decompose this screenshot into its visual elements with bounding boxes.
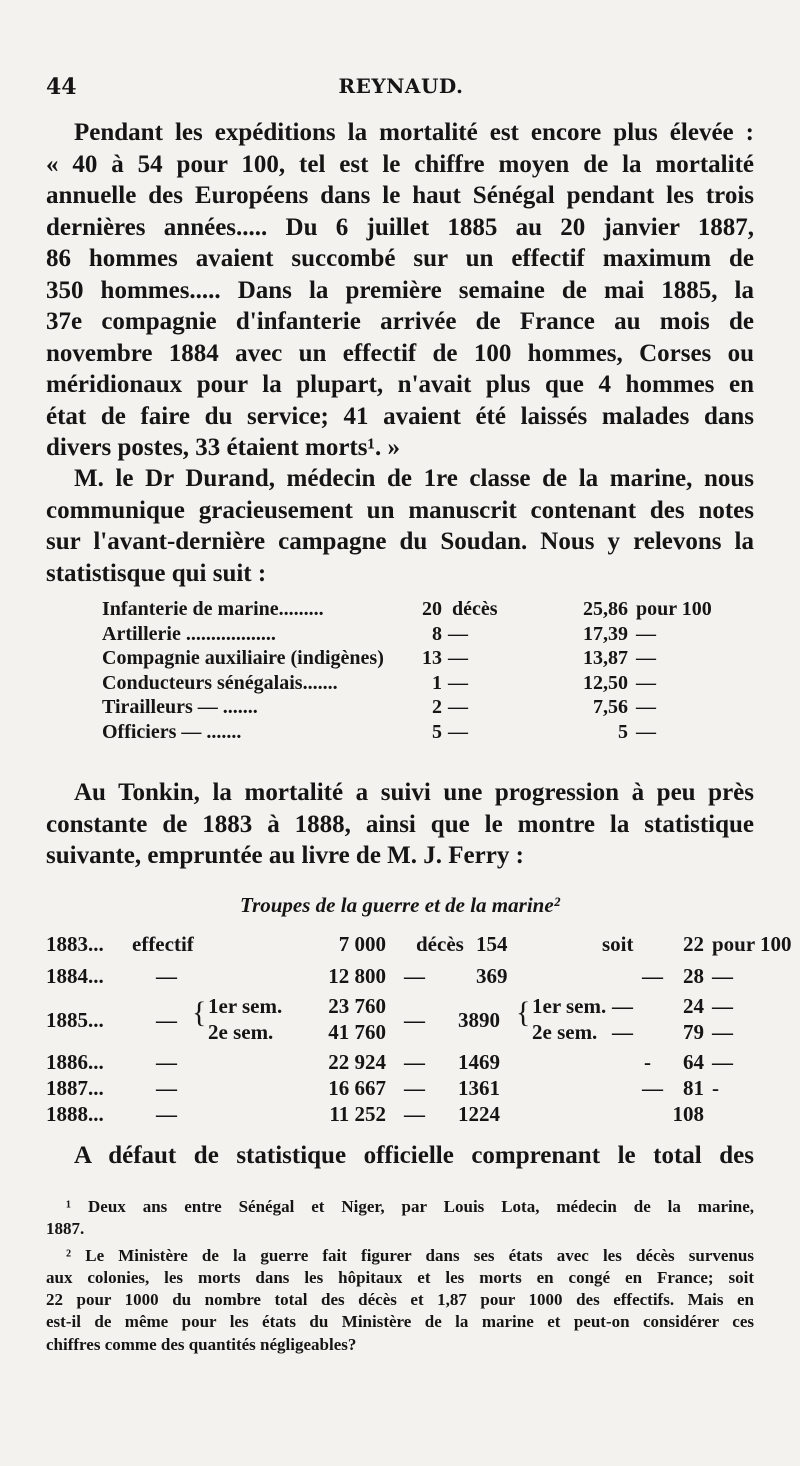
row-label: Compagnie auxiliaire (indigènes) [102,647,384,670]
effectif-label: effectif [132,932,194,956]
rate-value: 28 [683,964,704,988]
rate-value: 22 [683,932,704,956]
soit-label: — [612,1020,633,1044]
effectif-value: 41 760 [328,1020,386,1044]
table-row [46,932,792,958]
table-row [102,623,712,648]
deaths-value: 154 [476,932,508,956]
text-line: statistisque qui suit : [46,559,267,587]
death-unit: décès [452,598,498,620]
text-line: Pendant les expéditions la mortalité est encore plus élevée : [74,119,754,146]
rate-value: 24 [683,994,704,1018]
year: 1887... [46,1076,104,1100]
soit-label: — [612,994,633,1018]
row-label: Tirailleurs — ....... [102,696,258,719]
soit-label: - [644,1050,651,1074]
percentage-unit: — [636,720,656,743]
brace-icon: { [516,996,531,1029]
death-unit: — [448,647,468,670]
percentage-unit: — [636,671,656,694]
percentage-unit: pour 100 [636,598,712,620]
text-line: communique gracieusement un manuscrit contenant des notes [46,496,754,524]
table-row [102,696,712,721]
table-row [102,672,712,697]
deaths-value: 369 [476,964,508,988]
table-row [46,1076,756,1102]
text-line: suivante, empruntée au livre de M. J. Ferry : [46,842,524,869]
rate-unit: — [712,1050,733,1074]
table-row [46,1050,756,1076]
semester-label: 2e sem. [208,1020,274,1044]
semester-label: 1er sem. [208,994,283,1018]
table-row [102,721,712,746]
death-unit: — [448,622,468,645]
table-row [102,598,712,623]
death-count: 13 [422,647,442,670]
semester-label: 2e sem. [532,1020,598,1044]
soit-label: — [642,964,663,988]
text-line: constante de 1883 à 1888, ainsi que le montre la statistique [46,810,754,838]
footnote-line: 1887. [46,1219,85,1239]
percentage: 12,50 [583,671,628,694]
deaths-label: — [404,1008,425,1032]
death-unit: — [448,720,468,743]
text-line: Au Tonkin, la mortalité a suivi une progression à peu près [74,779,754,806]
effectif-value: 23 760 [328,994,386,1018]
paragraph-durand [46,463,754,589]
effectif-value: 7 000 [338,932,386,956]
percentage: 5 [618,720,628,743]
year: 1885... [46,1008,104,1032]
text-line: M. le Dr Durand, médecin de 1re classe de la marine, nous [74,465,754,492]
rate-unit: - [712,1076,719,1100]
death-unit: — [448,671,468,694]
row-label: Officiers — ....... [102,720,242,743]
percentage: 17,39 [583,622,628,645]
rate-unit: — [712,964,733,988]
row-label: Conducteurs sénégalais....... [102,671,338,694]
deaths-value: 1224 [458,1102,500,1126]
table-caption: Troupes de la guerre et de la marine² [240,893,560,917]
semester-label: 1er sem. [532,994,607,1018]
rate-value: 81 [683,1076,704,1100]
percentage-unit: — [636,622,656,645]
footnote-line: chiffres comme des quantités négligeables? [46,1334,357,1354]
deaths-label: — [404,1102,425,1126]
text-line: état de faire du service; 41 avaient été laissés malades dans [46,402,754,430]
footnotes [46,1196,754,1356]
row-label: Infanterie de marine......... [102,598,324,620]
death-count: 1 [432,671,442,694]
soudan-statistics-table [102,598,712,746]
soit-label: — [642,1076,663,1100]
effectif-label: — [156,1008,177,1032]
running-head: REYNAUD. [338,74,464,98]
effectif-value: 12 800 [328,964,386,988]
text-line: sur l'avant-dernière campagne du Soudan. Nous y relevons la [46,528,754,555]
row-label: Artillerie .................. [102,622,276,645]
rate-unit: — [712,994,733,1018]
brace-icon: { [192,996,207,1029]
rate-value: 108 [672,1102,704,1126]
effectif-value: 11 252 [329,1102,386,1126]
deaths-value: 1469 [458,1050,500,1074]
text-line: dernières années..... Du 6 juillet 1885 au 20 janvier 1887, [46,213,754,241]
year: 1883... [46,932,104,956]
text-line: méridionaux pour la plupart, n'avait plus que 4 hommes en [46,371,754,398]
text-line: 86 hommes avaient succombé sur un effectif maximum de [46,245,754,272]
percentage-unit: — [636,647,656,670]
deaths-value: 3890 [458,1008,500,1032]
footnote-line: est-il de même pour les états du Ministère de la marine et peut-on considérer ces [46,1312,754,1332]
text-line: 37e compagnie d'infanterie arrivée de France au mois de [46,308,754,335]
footnote-line: ¹ Deux ans entre Sénégal et Niger, par Louis Lota, médecin de la marine, [66,1197,754,1216]
death-count: 2 [432,696,442,719]
percentage: 13,87 [583,647,628,670]
footnote-line: ² Le Ministère de la guerre fait figurer dans ses états avec les décès survenus [66,1245,754,1265]
deaths-label: décès [416,932,464,956]
page-number: 44 [46,74,77,100]
paragraph-tonkin [46,777,754,872]
rate-unit: — [712,1020,733,1044]
text-line: novembre 1884 avec un effectif de 100 hommes, Corses ou [46,339,754,367]
effectif-label: — [156,1102,177,1126]
death-unit: — [448,696,468,719]
table-row [46,964,756,990]
text-line: divers postes, 33 étaient morts¹. » [46,434,400,461]
table-row [102,647,712,672]
rate-unit: pour 100 [712,932,792,956]
text-line: annuelle des Européens dans le haut Sénégal pendant les trois [46,182,754,209]
soit-label: soit [602,932,634,956]
death-count: 8 [432,622,442,645]
year: 1884... [46,964,104,988]
rate-value: 64 [683,1050,704,1074]
effectif-label: — [156,1050,177,1074]
effectif-label: — [156,1076,177,1100]
rate-value: 79 [683,1020,704,1044]
death-count: 20 [422,598,442,620]
effectif-label: — [156,964,177,988]
effectif-value: 16 667 [328,1076,386,1100]
footnote-1 [46,1196,754,1241]
page-header [46,74,756,104]
death-count: 5 [432,720,442,743]
paragraph-expeditions [46,117,754,464]
text-line: A défaut de statistique officielle comprenant le total des [74,1142,754,1169]
percentage: 7,56 [593,696,628,719]
year: 1886... [46,1050,104,1074]
deaths-label: — [404,964,425,988]
tonkin-statistics-table [46,932,792,1128]
text-line: « 40 à 54 pour 100, tel est le chiffre moyen de la mortalité [46,150,754,178]
deaths-label: — [404,1076,425,1100]
footnote-2 [46,1245,754,1356]
year: 1888... [46,1102,104,1126]
paragraph-defaut [46,1140,754,1172]
table-row [46,1102,756,1128]
footnote-line: aux colonies, les morts dans les hôpitaux et les morts en congé en France; soit [46,1267,754,1287]
table-row [46,994,756,1050]
deaths-value: 1361 [458,1076,500,1100]
percentage: 25,86 [583,598,628,620]
text-line: 350 hommes..... Dans la première semaine de mai 1885, la [46,276,754,304]
deaths-label: — [404,1050,425,1074]
footnote-line: 22 pour 1000 du nombre total des décès et 1,87 pour 1000 des effectifs. Mais en [46,1290,754,1310]
effectif-value: 22 924 [328,1050,386,1074]
percentage-unit: — [636,696,656,719]
